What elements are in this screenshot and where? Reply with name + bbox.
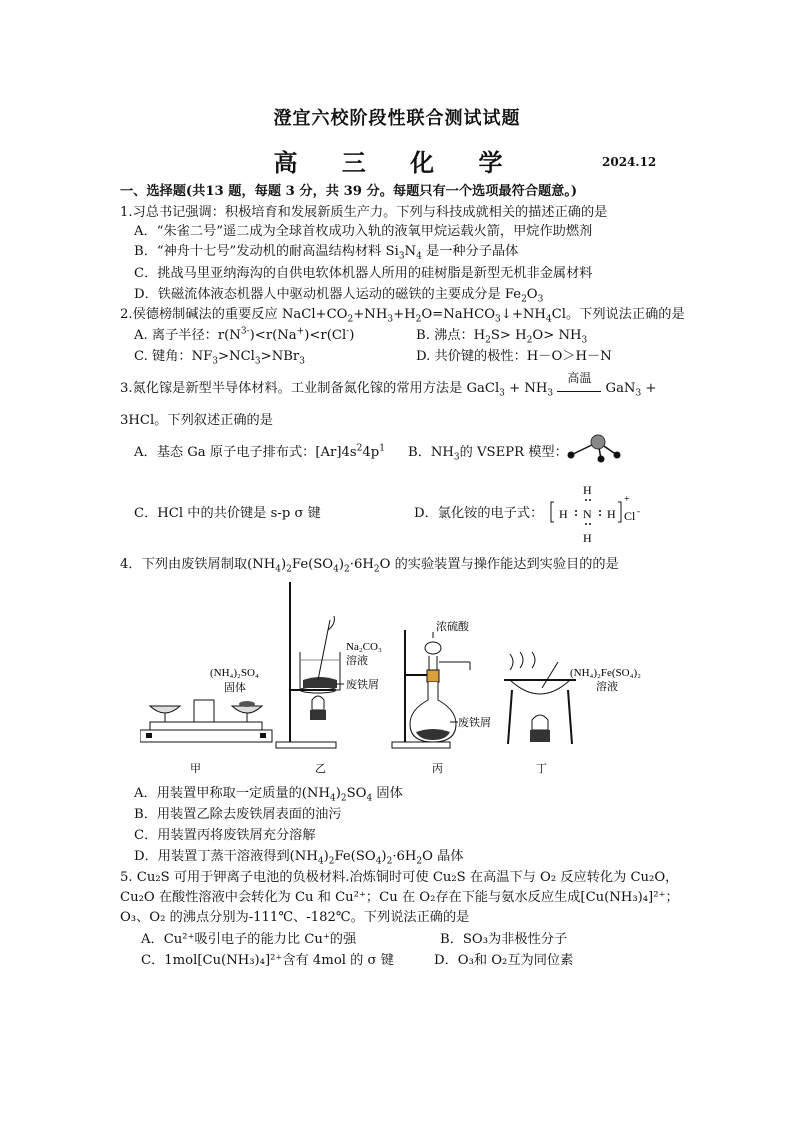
label-nongliusuan: 浓硫酸	[436, 621, 469, 633]
q1-stem: 1.习总书记强调：积极培育和发展新质生产力。下列与科技成就相关的描述正确的是	[120, 205, 608, 220]
label-nh4so4: (NH₄)₂SO₄	[210, 667, 259, 679]
q2-option-a: A. 离子半径：$r(N^{3-})<r(Na^+)<r(Cl^-)$	[134, 326, 355, 343]
q3-option-d: D．氯化铵的电子式：	[414, 506, 544, 521]
q5-stem-line3: O₃、O₂ 的沸点分别为-111℃、-182℃。下列说法正确的是	[120, 910, 470, 925]
label-bing: 丙	[432, 763, 443, 775]
q5-option-d: D．O₃和 O₂互为同位素	[434, 953, 574, 968]
label-rongye2: 溶液	[596, 681, 618, 693]
q4-option-c: C．用装置丙将废铁屑充分溶解	[134, 828, 316, 843]
q2-option-b: B. 沸点：$H_2S> H_2O> NH_3$	[416, 328, 588, 346]
q5-option-b: B．SO₃为非极性分子	[440, 932, 568, 947]
apparatus-figure	[140, 580, 660, 780]
q4-stem: 4．下列由废铁屑制取$(NH_4)_2Fe(SO_4)_2\cdot 6H_2O$ 的实验装置与操作能达到实验目的的是	[120, 557, 619, 575]
q4-option-a: A．用装置甲称取一定质量的$(NH_4)_2SO_4$ 固体	[134, 786, 403, 804]
evaporating-apparatus	[504, 652, 641, 775]
q1-option-c: C．挑战马里亚纳海沟的自供电软体机器人所用的硅树脂是新型无机非金属材料	[134, 266, 593, 281]
reaction-condition: 高温	[567, 371, 592, 385]
label-guti: 固体	[224, 682, 246, 694]
svg-text:H: H	[559, 507, 568, 521]
balance-apparatus	[140, 667, 272, 775]
q5-option-c: C．1mol[Cu(NH₃)₄]²⁺含有 4mol 的 σ 键	[141, 953, 394, 968]
beaker-apparatus	[276, 582, 382, 775]
svg-text:H: H	[583, 483, 592, 497]
label-rongye: 溶液	[346, 655, 368, 667]
svg-text:-: -	[637, 506, 640, 516]
section-heading: 一、选择题(共13 题，每题 3 分，共 39 分。每题只有一个选项最符合题意。)	[120, 184, 578, 199]
flask-apparatus	[392, 619, 491, 775]
label-yi: 乙	[315, 763, 326, 775]
q4-option-d: D．用装置丁蒸干溶液得到$(NH_4)_2Fe(SO_4)_2\cdot 6H_2O$ 晶体	[134, 849, 464, 867]
q2-option-d: D. 共价键的极性：H－O＞H－N	[416, 349, 612, 364]
label-na2co3: Na₂CO₃	[346, 641, 382, 653]
q1-option-a: A．“朱雀二号”遥二成为全球首枚成功入轨的液氧甲烷运载火箭，甲烷作助燃剂	[134, 224, 593, 239]
q5-stem-line1: 5. Cu₂S 可用于钾离子电池的负极材料.冶炼铜时可使 Cu₂S 在高温下与 O₂ 反应转化为 Cu₂O，	[120, 870, 679, 885]
q4-option-b: B．用装置乙除去废铁屑表面的油污	[134, 807, 342, 822]
svg-text:Cl: Cl	[624, 509, 636, 523]
vsepr-model-icon	[562, 430, 624, 466]
label-feitiexie: 废铁屑	[346, 679, 379, 691]
exam-title: 澄宜六校阶段性联合测试试题	[273, 108, 521, 129]
subject-title: 高 三 化 学	[273, 148, 521, 177]
q3-option-a: A．基态 Ga 原子电子排布式：$[Ar]4s^24p^1$	[134, 443, 385, 460]
q5-stem-line2: Cu₂O 在酸性溶液中会转化为 Cu 和 Cu²⁺；Cu 在 O₂存在下能与氨水反应生成[Cu(NH₃)₄]²⁺；	[120, 890, 679, 905]
q3-stem: 3.氮化镓是新型半导体材料。工业制备氮化镓的常用方法是 GaCl$_3$ + $NH_3$ 高温 GaN$_3$ +	[120, 371, 657, 399]
q3-stem-cont: 3HCl。下列叙述正确的是	[120, 413, 273, 428]
q2-option-c: C. 键角：$NF_3>NCl_3>NBr_3$	[134, 349, 305, 367]
q1-option-b: B．“神舟十七号”发动机的耐高温结构材料 $Si_3N_4$ 是一种分子晶体	[134, 244, 519, 262]
q2-stem: 2.侯德榜制碱法的重要反应 $NaCl+CO_2+NH_3+H_2O=NaHCO_3↓+NH_4Cl$。下列说法正确的是	[120, 307, 685, 325]
electron-formula-nh4cl	[549, 480, 649, 544]
label-jia: 甲	[190, 763, 201, 775]
q5-option-a: A．Cu²⁺吸引电子的能力比 Cu⁺的强	[141, 932, 357, 947]
svg-text:H: H	[583, 531, 592, 544]
label-ding: 丁	[536, 763, 547, 775]
q1-option-d: D．铁磁流体液态机器人中驱动机器人运动的磁铁的主要成分是 $Fe_2O_3$	[134, 287, 544, 305]
svg-text:H: H	[607, 507, 616, 521]
svg-text:N: N	[583, 507, 592, 521]
label-feitiexie2: 废铁屑	[458, 717, 491, 729]
exam-date: 2024.12	[602, 155, 657, 169]
label-salt: (NH₄)₂Fe(SO₄)₂	[570, 667, 641, 679]
q3-option-b: B．$NH_3$的 VSEPR 模型：	[408, 445, 568, 463]
q3-option-c: C．HCl 中的共价键是 s-p σ 键	[134, 506, 321, 521]
svg-text:+: +	[624, 494, 630, 505]
